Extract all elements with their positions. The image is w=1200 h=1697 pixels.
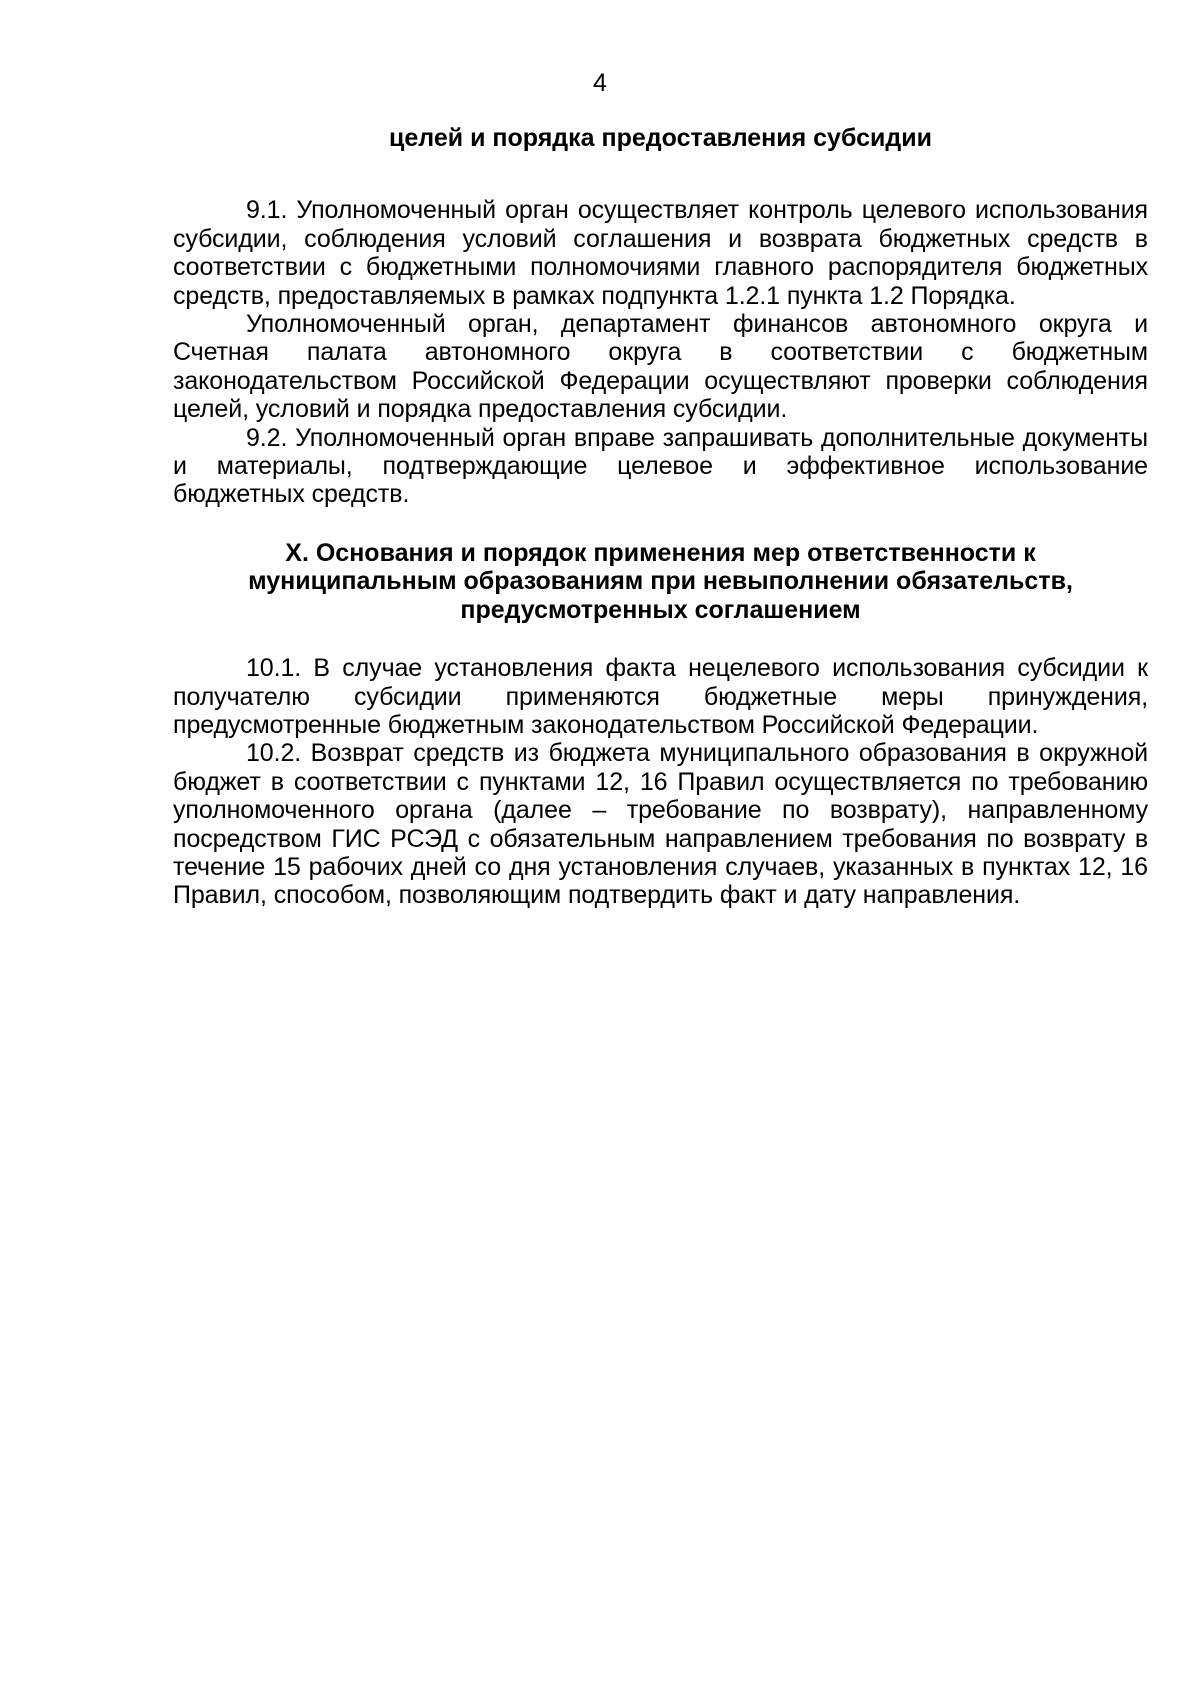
section-9-heading-tail: [173, 124, 1148, 152]
section-10-heading: [173, 539, 1148, 624]
document-body: [173, 124, 1148, 910]
section-9-body: [173, 196, 1148, 508]
paragraph-9-1-oversight: Уполномоченный орган, департамент финансов автономного округа и Счетная палата автономного округа в соответствии с бюджетным законодательством Российской Федерации осуществляют проверки соблюдения целей, условий и порядка предоставления субсидии.: [173, 310, 1148, 424]
paragraph-9-2: 9.2. Уполномоченный орган вправе запрашивать дополнительные документы и материалы, подтверждающие целевое и эффективное использование бюджетных средств.: [173, 423, 1148, 509]
section-10-body: [173, 654, 1148, 910]
paragraph-9-1: 9.1. Уполномоченный орган осуществляет контроль целевого использования субсидии, соблюдения условий соглашения и возврата бюджетных средств в соответствии с бюджетными полномочиями главного распорядителя бюджетных средств, предоставляемых в рамках подпункта 1.2.1 пункта 1.2 Порядка.: [173, 196, 1148, 310]
paragraph-10-2: 10.2. Возврат средств из бюджета муниципального образования в окружной бюджет в соответствии с пунктами 12, 16 Правил осуществляется по требованию уполномоченного органа (далее – требование по возврату), направленному посредством ГИС РСЭД с обязательным направлением требования по возврату в течение 15 рабочих дней со дня установления случаев, указанных в пунктах 12, 16 Правил, способом, позволяющим подтвердить факт и дату направления.: [173, 739, 1148, 910]
section-10-heading-line-2: муниципальным образованиям при невыполнении обязательств,: [248, 567, 1073, 596]
paragraph-10-1: 10.1. В случае установления факта нецелевого использования субсидии к получателю субсидии применяются бюджетные меры принуждения, предусмотренные бюджетным законодательством Российской Федерации.: [173, 654, 1148, 739]
section-9-heading-line: целей и порядка предоставления субсидии: [389, 124, 932, 152]
section-10-heading-line-1: X. Основания и порядок применения мер ответственности к: [285, 538, 1036, 567]
section-10-heading-line-3: предусмотренных соглашением: [460, 595, 861, 624]
page-number: 4: [593, 69, 607, 97]
